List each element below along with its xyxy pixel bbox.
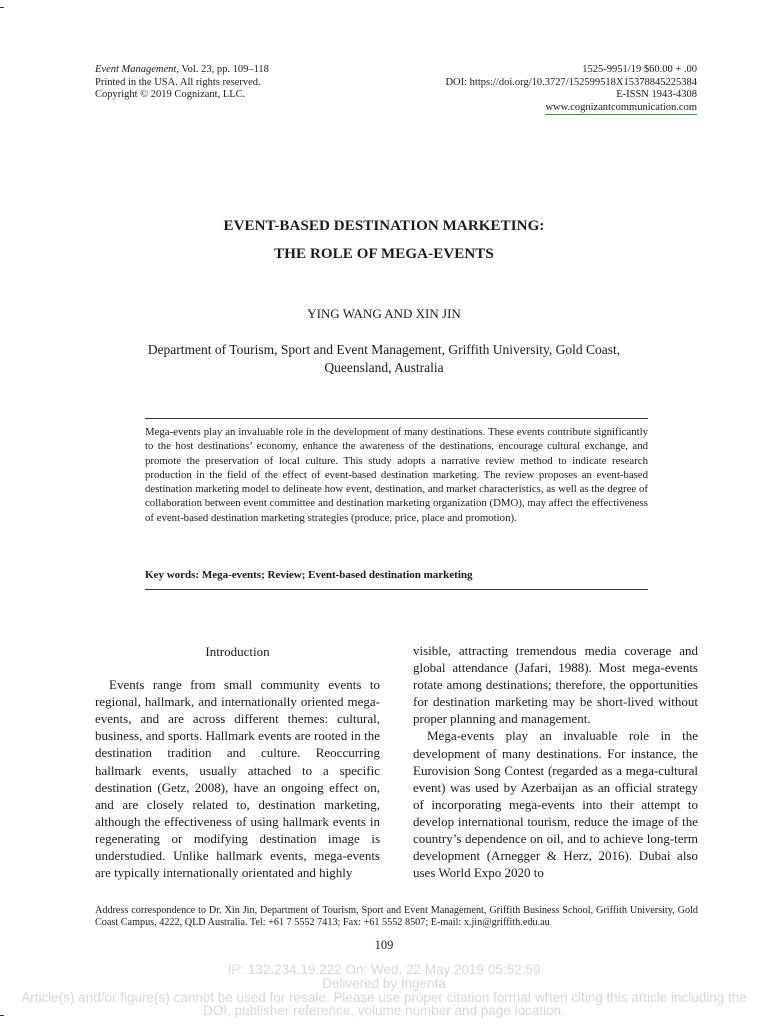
journal-volume: , Vol. 23, pp. 109–118 xyxy=(176,64,269,75)
copyright-notice: Copyright © 2019 Cognizant, LLC. xyxy=(95,89,246,101)
crop-mark-top xyxy=(0,7,4,8)
journal-name: Event Management xyxy=(95,64,177,75)
abstract-top-rule xyxy=(145,418,648,419)
publication-ids xyxy=(367,64,697,114)
watermark-delivered-line: Delivered by Ingenta xyxy=(322,976,446,991)
abstract-bottom-rule xyxy=(145,589,648,590)
abstract: Mega-events play an invaluable role in the development of many destinations. These events contribute significantly to the host destinations’ economy, enhance the awareness of the destinations, encourage cultural exchange, and promote the preservation of local culture. This study adopts a narrative review method to indicate research production in the field of the effect of event-based destination marketing. The review proposes an event-based destination marketing model to delineate how event, destination, and market characteristics, as well as the degree of collaboration between event committee and destination marketing organization (DMO), may affect the effectiveness of event-based destination marketing strategies (produce, price, place and promotion). xyxy=(145,426,648,524)
affiliation xyxy=(120,341,648,377)
affiliation-line2: Queensland, Australia xyxy=(324,360,444,375)
doi[interactable]: DOI: https://doi.org/10.3727/152599518X15378845225384 xyxy=(445,76,697,88)
section-heading-introduction: Introduction xyxy=(205,644,270,659)
body-paragraph: visible, attracting tremendous media coverage and global attendance (Jafari, 1988). Most mega-events rotate among destinations; therefore, the opportunities for destination marketing may be short-lived without proper planning and management. xyxy=(413,643,698,727)
watermark-notice-line1: Article(s) and/or figure(s) cannot be used for resale. Please use proper citation format when citing this article including the xyxy=(21,990,747,1005)
article-title-line1: EVENT-BASED DESTINATION MARKETING: xyxy=(223,218,545,234)
issn-price: 1525-9951/19 $60.00 + .00 xyxy=(582,64,697,75)
body-right-column xyxy=(413,642,698,881)
watermark-ip-line: IP: 132.234.19.222 On: Wed, 22 May 2019 05:52:59 xyxy=(227,962,541,977)
correspondence-footnote: Address correspondence to Dr. Xin Jin, Department of Tourism, Sport and Event Management, Griffith Business School, Griffith University, Gold Coast Campus, 4222, QLD Australia. Tel: +61 7 5552 7413; Fax: +61 5552 8507; E-mail: x.jin@griffith.edu.au xyxy=(95,905,698,929)
keywords: Key words: Mega-events; Review; Event-based destination marketing xyxy=(145,569,473,581)
eissn: E-ISSN 1943-4308 xyxy=(616,89,697,101)
printed-notice: Printed in the USA. All rights reserved. xyxy=(95,76,261,88)
authors: YING WANG AND XIN JIN xyxy=(307,306,461,321)
watermark-notice-line2: DOI, publisher reference, volume number and page location. xyxy=(203,1003,565,1018)
body-paragraph: Mega-events play an invaluable role in the development of many destinations. For instance, the Eurovision Song Contest (regarded as a mega-cultural event) was used by Azerbaijan as an official strategy of incorporating mega-events into their attempt to develop international tourism, reduce the image of the country’s dependence on oil, and to achieve long-term development (Arnegger & Herz, 2016). Dubai also uses World Expo 2020 to xyxy=(413,728,698,881)
publisher-website-link[interactable]: www.cognizantcommunication.com xyxy=(545,101,697,113)
journal-citation xyxy=(95,64,395,77)
body-left-column xyxy=(95,643,380,881)
page-number: 109 xyxy=(374,938,394,952)
body-paragraph: Events range from small community events to regional, hallmark, and internationally oriented mega-events, and are across different themes: cultural, business, and sports. Hallmark events are rooted in the destination tradition and culture. Reoccurring hallmark events, usually attached to a specific destination (Getz, 2008), have an ongoing effect on, and are closely related to, destination marketing, although the effectiveness of using hallmark events in regenerating or modifying destination image is understudied. Unlike hallmark events, mega-events are typically internationally orientated and highly xyxy=(95,677,380,881)
affiliation-line1: Department of Tourism, Sport and Event Management, Griffith University, Gold Coast, xyxy=(147,342,621,357)
article-title-line2: THE ROLE OF MEGA-EVENTS xyxy=(274,246,494,262)
journal-info xyxy=(95,64,395,102)
